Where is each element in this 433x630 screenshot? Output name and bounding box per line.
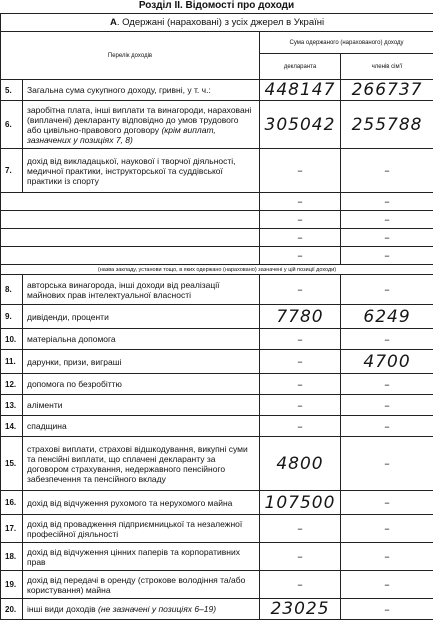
declarant-amount: 7780 bbox=[260, 305, 341, 329]
declarant-amount: – bbox=[260, 211, 341, 229]
table-row bbox=[1, 491, 433, 515]
row-label: дохід від відчуження рухомого та нерухомого майна bbox=[23, 491, 260, 515]
row-label: дохід від відчуження цінних паперів та корпоративних прав bbox=[23, 543, 260, 571]
col-header-list: Перелік доходів bbox=[1, 32, 260, 80]
row-label: аліменти bbox=[23, 395, 260, 416]
family-amount: – bbox=[341, 374, 433, 395]
table-row bbox=[1, 211, 433, 229]
row-number: 20. bbox=[1, 599, 23, 620]
row-label-text: інші види доходів bbox=[27, 604, 96, 614]
family-amount: – bbox=[341, 247, 433, 265]
declarant-amount: – bbox=[260, 247, 341, 265]
institution-blank bbox=[1, 211, 260, 229]
declarant-amount: 4800 bbox=[260, 437, 341, 491]
declarant-amount: 23025 bbox=[260, 599, 341, 620]
declarant-amount: – bbox=[260, 149, 341, 193]
row-label: дарунки, призи, виграші bbox=[23, 350, 260, 374]
section-title bbox=[1, 14, 433, 32]
table-row bbox=[1, 247, 433, 265]
table-row bbox=[1, 149, 433, 193]
row-label bbox=[23, 101, 260, 149]
declarant-amount: – bbox=[260, 193, 341, 211]
family-amount: 266737 bbox=[341, 80, 433, 101]
table-row bbox=[1, 80, 433, 101]
row-number: 13. bbox=[1, 395, 23, 416]
declarant-amount: – bbox=[260, 275, 341, 305]
family-amount: – bbox=[341, 416, 433, 437]
row-label-note: (не зазначені у позиціях 6–19) bbox=[98, 604, 217, 614]
table-row bbox=[1, 543, 433, 571]
family-amount: – bbox=[341, 571, 433, 599]
declarant-amount: – bbox=[260, 515, 341, 543]
row-label: допомога по безробіттю bbox=[23, 374, 260, 395]
institution-note: (назва закладу, установи тощо, в яких одержано (нараховано) зазначені у цій позиції доходи) bbox=[1, 265, 433, 275]
family-amount: 255788 bbox=[341, 101, 433, 149]
row-number: 10. bbox=[1, 329, 23, 350]
row-number: 5. bbox=[1, 80, 23, 101]
family-amount: – bbox=[341, 395, 433, 416]
table-row bbox=[1, 329, 433, 350]
institution-blank bbox=[1, 247, 260, 265]
row-number: 6. bbox=[1, 101, 23, 149]
row-label bbox=[23, 599, 260, 620]
family-amount: – bbox=[341, 229, 433, 247]
row-label: матеріальна допомога bbox=[23, 329, 260, 350]
row-label: авторська винагорода, інші доходи від реалізації майнових прав інтелектуальної власності bbox=[23, 275, 260, 305]
family-amount: – bbox=[341, 193, 433, 211]
institution-blank bbox=[1, 193, 260, 211]
family-amount: – bbox=[341, 491, 433, 515]
table-row bbox=[1, 515, 433, 543]
row-label: дохід від передачі в оренду (строкове володіння та/або користування) майна bbox=[23, 571, 260, 599]
table-row bbox=[1, 275, 433, 305]
table-row bbox=[1, 305, 433, 329]
row-number: 8. bbox=[1, 275, 23, 305]
col-header-family: членів сім'ї bbox=[341, 54, 433, 80]
row-number: 7. bbox=[1, 149, 23, 193]
declarant-amount: – bbox=[260, 329, 341, 350]
family-amount: – bbox=[341, 437, 433, 491]
table-row bbox=[1, 416, 433, 437]
col-header-declarant: декларанта bbox=[260, 54, 341, 80]
family-amount: – bbox=[341, 515, 433, 543]
table-row bbox=[1, 193, 433, 211]
table-row bbox=[1, 599, 433, 620]
row-number: 19. bbox=[1, 571, 23, 599]
family-amount: – bbox=[341, 275, 433, 305]
table-row bbox=[1, 374, 433, 395]
row-label: страхові виплати, страхові відшкодування, викупні суми та пенсійні виплати, що сплачені декларанту за договором страхування, недержавного пенсійного забезпечення та пенсійного вкладу bbox=[23, 437, 260, 491]
declarant-amount: 107500 bbox=[260, 491, 341, 515]
declarant-amount: – bbox=[260, 229, 341, 247]
row-label: Загальна сума сукупного доходу, гривні, у т. ч.: bbox=[23, 80, 260, 101]
declarant-amount: – bbox=[260, 416, 341, 437]
note-row bbox=[1, 265, 433, 275]
table-row bbox=[1, 229, 433, 247]
declarant-amount: 305042 bbox=[260, 101, 341, 149]
family-amount: – bbox=[341, 211, 433, 229]
section-letter: А bbox=[109, 17, 117, 28]
family-amount: – bbox=[341, 599, 433, 620]
declarant-amount: – bbox=[260, 374, 341, 395]
row-label-text: заробітна плата, інші виплати та винагороди, нараховані (виплачені) декларанту відповідно до умов трудового або цивільно-правового договору bbox=[27, 104, 252, 135]
declarant-amount: – bbox=[260, 571, 341, 599]
institution-blank bbox=[1, 229, 260, 247]
declarant-amount: – bbox=[260, 350, 341, 374]
row-number: 15. bbox=[1, 437, 23, 491]
declarant-amount: – bbox=[260, 395, 341, 416]
row-label: дохід від провадження підприємницької та незалежної професійної діяльності bbox=[23, 515, 260, 543]
row-number: 18. bbox=[1, 543, 23, 571]
table-row bbox=[1, 395, 433, 416]
header-row-1 bbox=[1, 32, 433, 54]
family-amount: – bbox=[341, 543, 433, 571]
row-number: 9. bbox=[1, 305, 23, 329]
table-row bbox=[1, 101, 433, 149]
row-label-note: (крім виплат, зазначених у позиціях 7, 8) bbox=[27, 124, 216, 145]
row-number: 16. bbox=[1, 491, 23, 515]
row-label: спадщина bbox=[23, 416, 260, 437]
col-header-amount: Сума одержаного (нарахованого) доходу bbox=[260, 32, 433, 54]
row-number: 11. bbox=[1, 350, 23, 374]
page-heading: Розділ ІІ. Відомості про доходи bbox=[138, 0, 295, 11]
declarant-amount: – bbox=[260, 543, 341, 571]
row-label: дивіденди, проценти bbox=[23, 305, 260, 329]
row-label: дохід від викладацької, наукової і творчої діяльності, медичної практики, інструкторської та суддівської практики із спорту bbox=[23, 149, 260, 193]
declarant-amount: 448147 bbox=[260, 80, 341, 101]
row-number: 12. bbox=[1, 374, 23, 395]
table-row bbox=[1, 350, 433, 374]
table-row bbox=[1, 571, 433, 599]
family-amount: – bbox=[341, 149, 433, 193]
table-row bbox=[1, 437, 433, 491]
family-amount: – bbox=[341, 329, 433, 350]
section-text: . Одержані (нараховані) з усіх джерел в Україні bbox=[116, 17, 325, 28]
family-amount: 6249 bbox=[341, 305, 433, 329]
family-amount: 4700 bbox=[341, 350, 433, 374]
section-row bbox=[1, 14, 433, 32]
row-number: 14. bbox=[1, 416, 23, 437]
row-number: 17. bbox=[1, 515, 23, 543]
income-table bbox=[0, 13, 433, 620]
